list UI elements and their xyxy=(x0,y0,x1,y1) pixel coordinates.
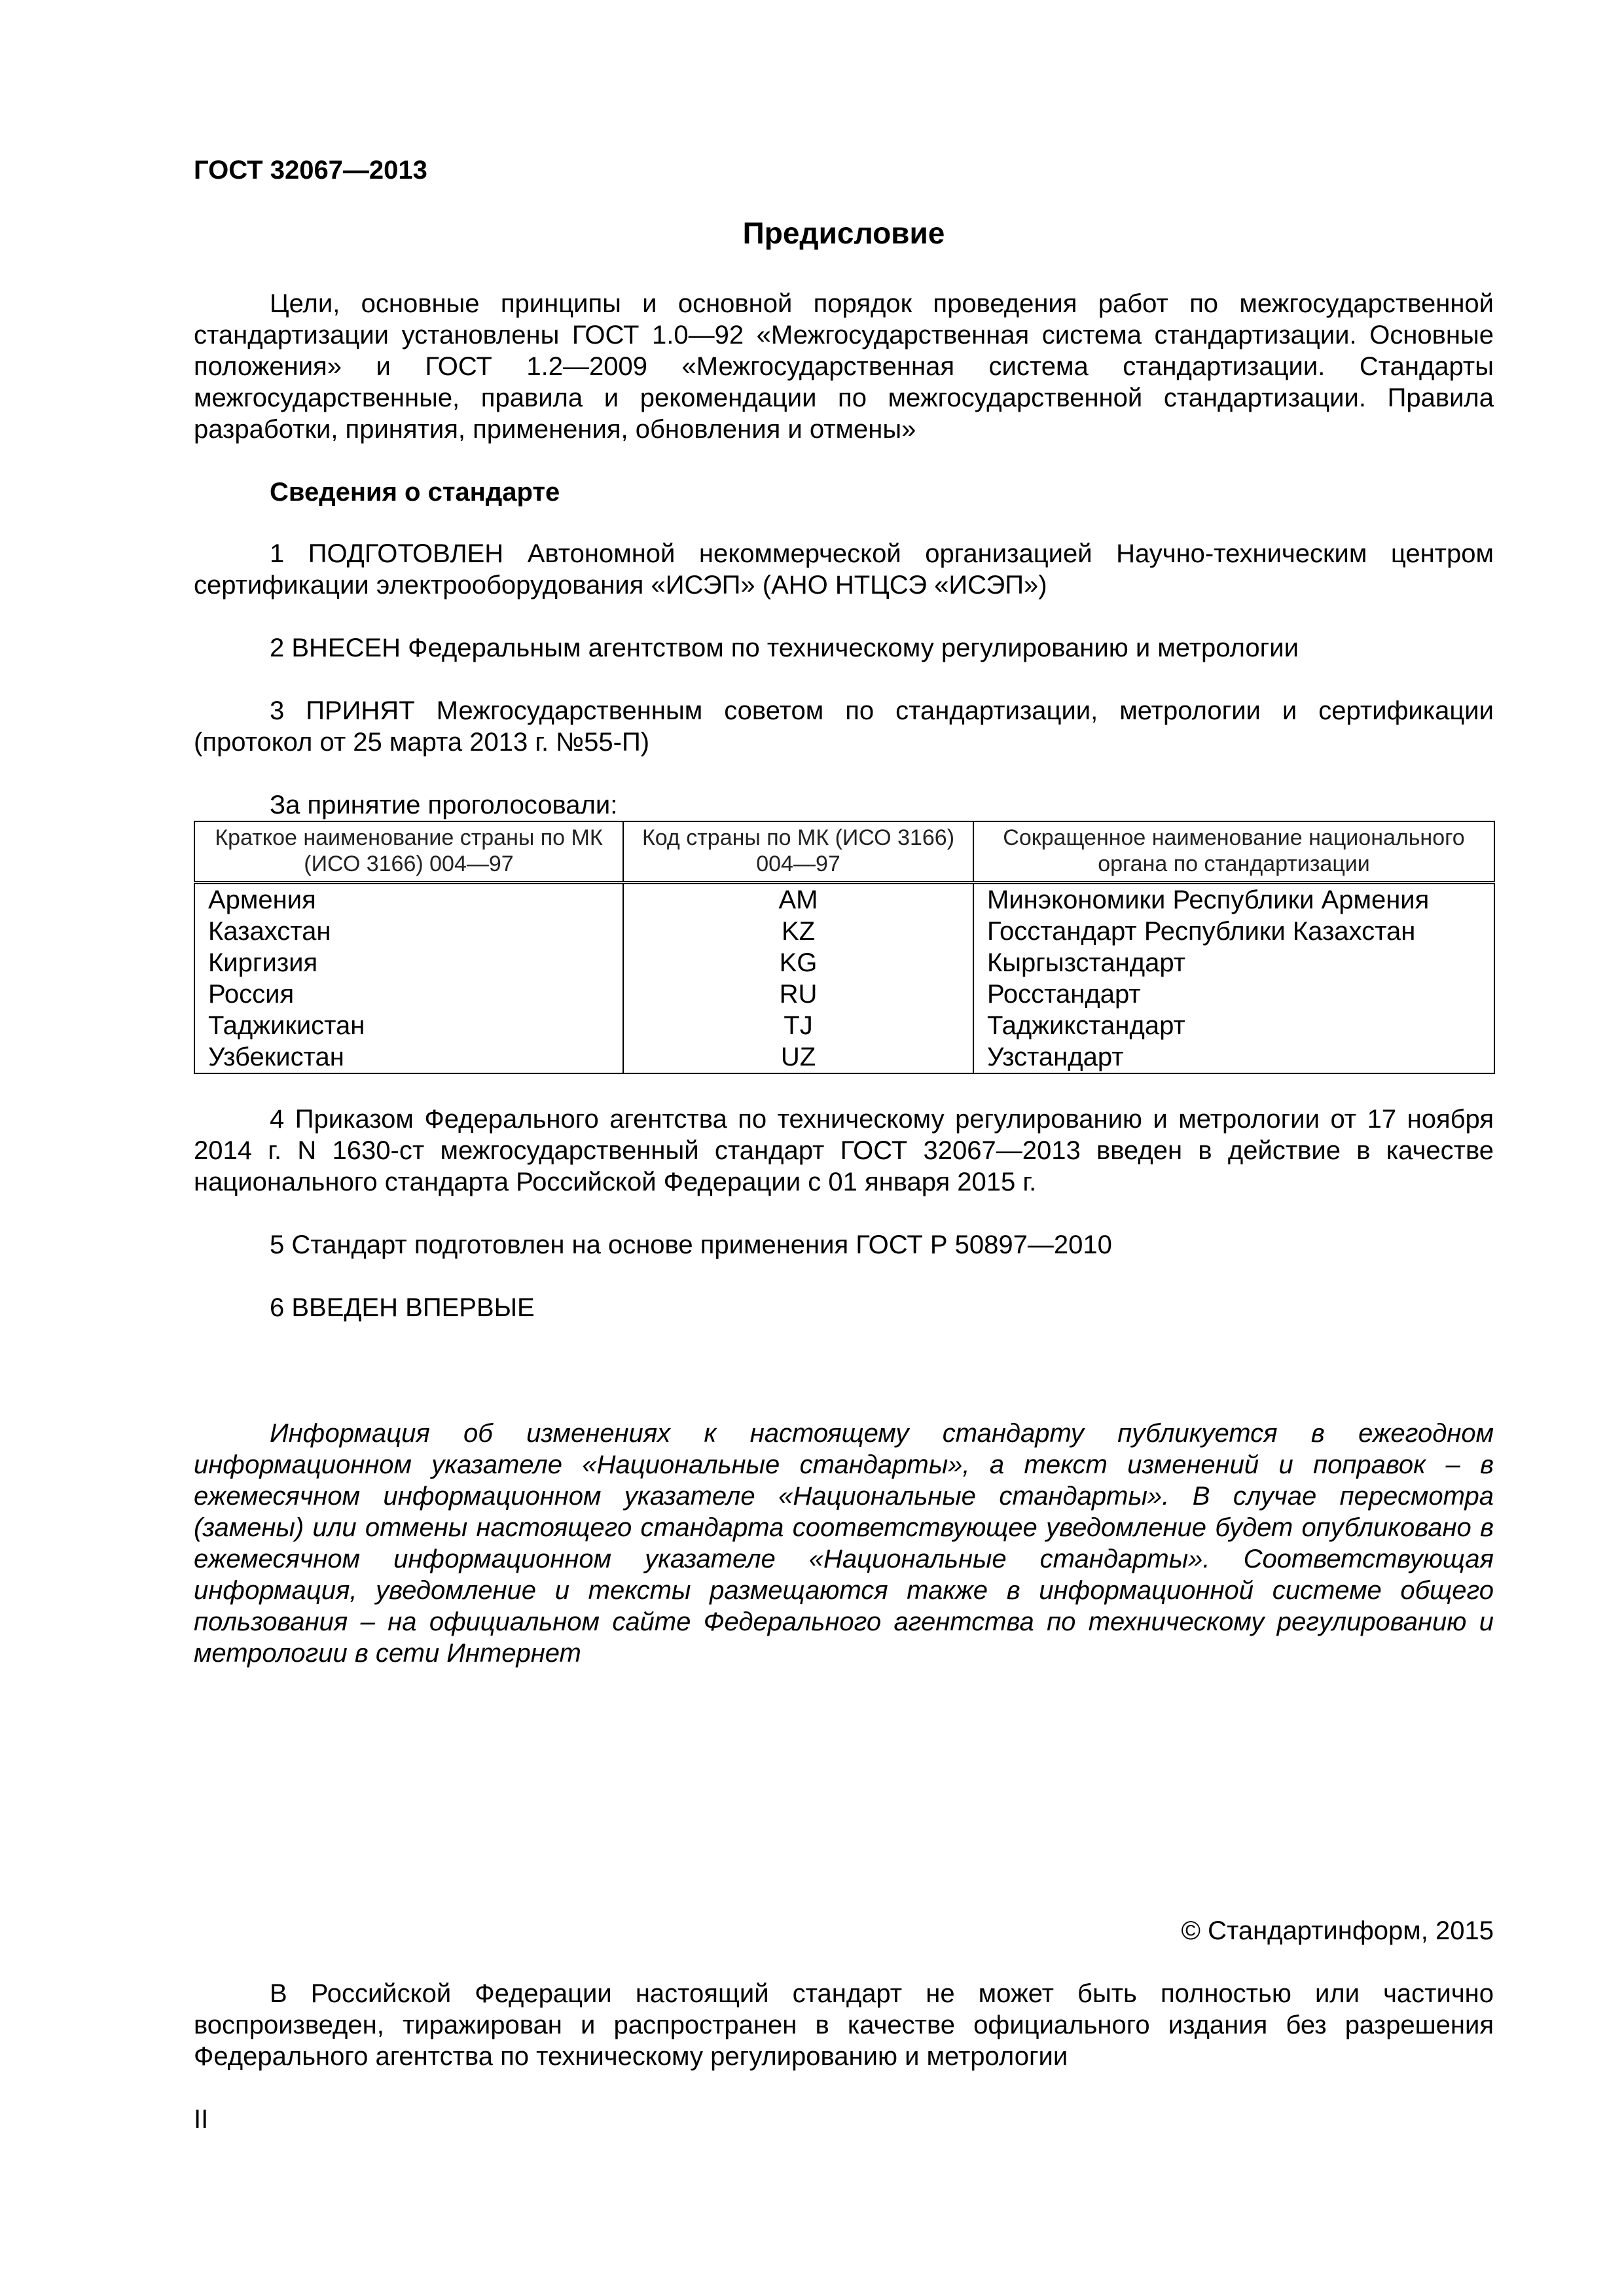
info-item-6: 6 ВВЕДЕН ВПЕРВЫЕ xyxy=(270,1293,535,1322)
table-row xyxy=(194,1010,1494,1041)
country-cell: Киргизия xyxy=(194,947,623,978)
vote-label: За принятие проголосовали: xyxy=(270,791,618,819)
body-cell: Госстандарт Республики Казахстан xyxy=(987,917,1416,946)
code-cell: UZ xyxy=(623,1041,973,1073)
table-row xyxy=(194,947,1494,978)
info-item-2: 2 ВНЕСЕН Федеральным агентством по техническому регулированию и метрологии xyxy=(270,634,1299,662)
body-cell: Кыргызстандарт xyxy=(987,948,1186,977)
country-cell: Россия xyxy=(194,978,623,1010)
info-heading: Сведения о стандарте xyxy=(270,478,560,507)
standard-code: ГОСТ 32067—2013 xyxy=(194,156,427,185)
body-cell: Узстандарт xyxy=(987,1043,1124,1071)
body-cell: Минэкономики Республики Армения xyxy=(987,886,1430,914)
country-cell: Армения xyxy=(194,883,623,916)
code-cell: TJ xyxy=(623,1010,973,1041)
code-cell: KZ xyxy=(623,916,973,947)
table-row xyxy=(194,883,1494,916)
page-title: Предисловие xyxy=(742,216,945,250)
body-cell: Таджикстандарт xyxy=(987,1011,1185,1040)
column-header-code: Код страны по МК (ИСО 3166) 004—97 xyxy=(623,821,973,883)
info-item-3: 3 ПРИНЯТ Межгосударственным советом по стандартизации, метрологии и сертификации (протокол от 25 марта 2013 г. №55-П) xyxy=(194,696,1494,757)
country-cell: Узбекистан xyxy=(194,1041,623,1073)
body-cell: Росстандарт xyxy=(987,980,1141,1009)
info-item-4: 4 Приказом Федерального агентства по техническому регулированию и метрологии от 17 ноября 2014 г. N 1630-ст межгосударственный стандарт ГОСТ 32067—2013 введен в действие в качестве национального стандарта Российской Федерации с 01 января 2015 г. xyxy=(194,1105,1494,1196)
intro-paragraph: Цели, основные принципы и основной порядок проведения работ по межгосударственной стандартизации установлены ГОСТ 1.0—92 «Межгосударственная система стандартизации. Основные положения» и ГОСТ 1.2—2009 «Межгосударственная система стандартизации. Стандарты межгосударственные, правила и рекомендации по межгосударственной стандартизации. Правила разработки, принятия, применения, обновления и отмены» xyxy=(194,289,1494,444)
vote-table-header-row xyxy=(194,821,1494,883)
table-row xyxy=(194,978,1494,1010)
info-item-5: 5 Стандарт подготовлен на основе применения ГОСТ Р 50897—2010 xyxy=(270,1230,1112,1259)
changes-info-paragraph: Информация об изменениях к настоящему стандарту публикуется в ежегодном информационном указателе «Национальные стандарты», а текст изменений и поправок – в ежемесячном информационном указателе «Национальные стандарты». В случае пересмотра (замены) или отмены настоящего стандарта соответствующее уведомление будет опубликовано в ежемесячном информационном указателе «Национальные стандарты». Соответствующая информация, уведомление и тексты размещаются также в информационной системе общего пользования – на официальном сайте Федерального агентства по техническому регулированию и метрологии в сети Интернет xyxy=(194,1419,1494,1668)
column-header-body: Сокращенное наименование национального органа по стандартизации xyxy=(1003,825,1465,876)
table-row xyxy=(194,1041,1494,1073)
info-item-1: 1 ПОДГОТОВЛЕН Автономной некоммерческой организацией Научно-техническим центром сертификации электрооборудования «ИСЭП» (АНО НТЦСЭ «ИСЭП») xyxy=(194,539,1494,600)
page-number: II xyxy=(194,2105,209,2134)
code-cell: RU xyxy=(623,978,973,1010)
table-row xyxy=(194,916,1494,947)
rights-paragraph: В Российской Федерации настоящий стандарт не может быть полностью или частично воспроизведен, тиражирован и распространен в качестве официального издания без разрешения Федерального агентства по техническому регулированию и метрологии xyxy=(194,1979,1494,2071)
vote-table xyxy=(194,821,1495,1074)
country-cell: Казахстан xyxy=(194,916,623,947)
code-cell: AM xyxy=(623,883,973,916)
copyright-notice: © Стандартинформ, 2015 xyxy=(1181,1916,1494,1945)
country-cell: Таджикистан xyxy=(194,1010,623,1041)
code-cell: KG xyxy=(623,947,973,978)
column-header-country: Краткое наименование страны по МК (ИСО 3166) 004—97 xyxy=(194,821,623,883)
